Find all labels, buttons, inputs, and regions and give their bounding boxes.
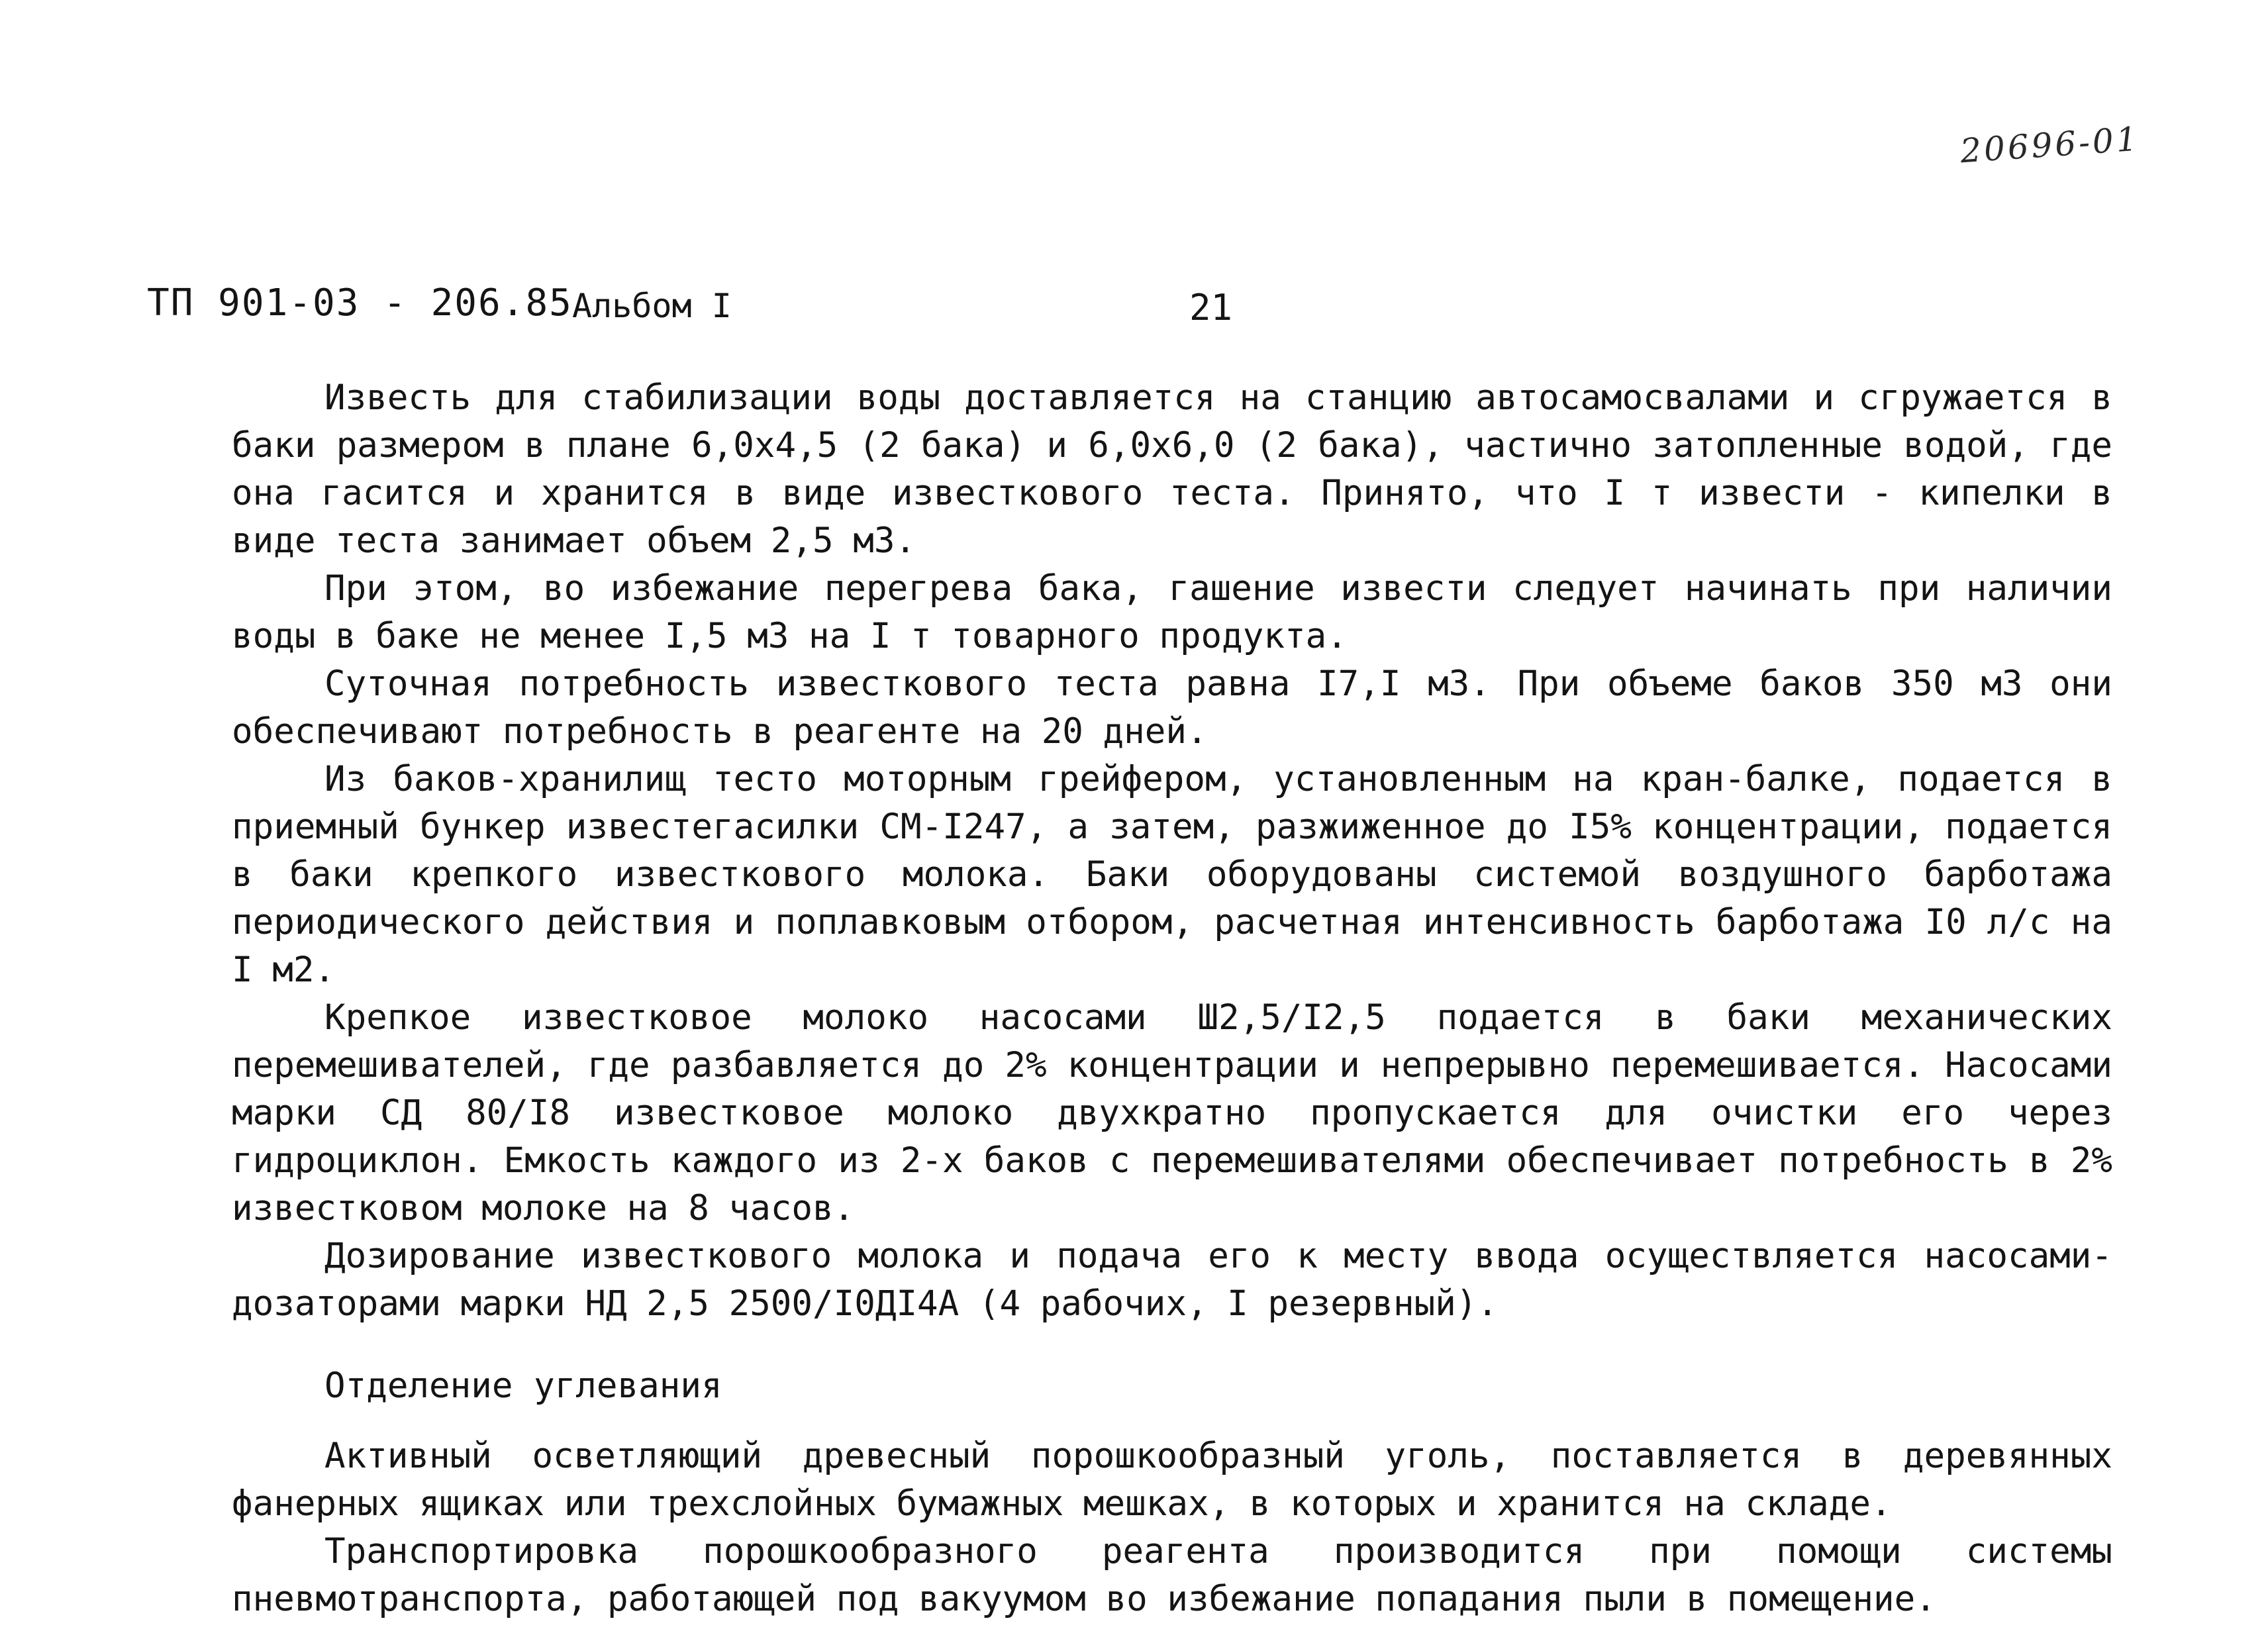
paragraph-lime-milk-pumps: Крепкое известковое молоко насосами Ш2,5/I2,5 подается в баки механических перемешивателей, где разбавляется до 2% концентрации и непрерывно перемешивается. Насосами марки СД 80/I8 известковое молоко двухкратно пропускается для очистки его через гидроциклон. Емкость каждого из 2-х баков с перемешивателями обеспечивает потребность в 2% известковом молоке на 8 часов. bbox=[232, 997, 2112, 1228]
paragraph-daily-demand: Суточная потребность известкового теста равна I7,I м3. При объеме баков 350 м3 они обеспечивают потребность в реагенте на 20 дней. bbox=[232, 664, 2112, 752]
paragraph-storage-tanks: Из баков-хранилищ тесто моторным грейфером, установленным на кран-балке, подается в приемный бункер известегасилки СМ-I247, а затем, разжиженное до I5% концентрации, подается в баки крепкого известкового молока. Баки оборудованы системой воздушного барботажа периодического действия и поплавковым отбором, расчетная интенсивность барботажа I0 л/с на I м2. bbox=[232, 759, 2112, 990]
paragraph-slaking-water: При этом, во избежание перегрева бака, гашение извести следует начинать при наличии воды в баке не менее I,5 м3 на I т товарного продукта. bbox=[232, 568, 2112, 656]
document-body bbox=[232, 374, 2112, 1623]
album-label: Альбом I bbox=[572, 287, 732, 325]
page-header bbox=[147, 281, 2134, 334]
archive-stamp: 20696-01 bbox=[1959, 119, 2142, 171]
page-number: 21 bbox=[1189, 287, 1233, 328]
paragraph-lime-delivery: Известь для стабилизации воды доставляется на станцию автосамосвалами и сгружается в баки размером в плане 6,0х4,5 (2 бака) и 6,0х6,0 (2 бака), частично затопленные водой, где она гасится и хранится в виде известкового теста. Принято, что I т извести - кипелки в виде теста занимает объем 2,5 м3. bbox=[232, 377, 2112, 561]
section-heading: Отделение углевания bbox=[324, 1366, 722, 1406]
paragraph-activated-carbon: Активный осветляющий древесный порошкообразный уголь, поставляется в деревянных фанерных ящиках или трехслойных бумажных мешках, в которых и хранится на складе. bbox=[232, 1436, 2112, 1524]
paragraph-pneumatic-transport: Транспортировка порошкообразного реагента производится при помощи системы пневмотранспорта, работающей под вакуумом во избежание попадания пыли в помещение. bbox=[232, 1531, 2112, 1619]
paragraph-dosing: Дозирование известкового молока и подача его к месту ввода осуществляется насосами-дозаторами марки НД 2,5 2500/I0ДI4А (4 рабочих, I резервный). bbox=[232, 1236, 2112, 1324]
document-code: ТП 901-03 - 206.85 bbox=[147, 281, 573, 324]
